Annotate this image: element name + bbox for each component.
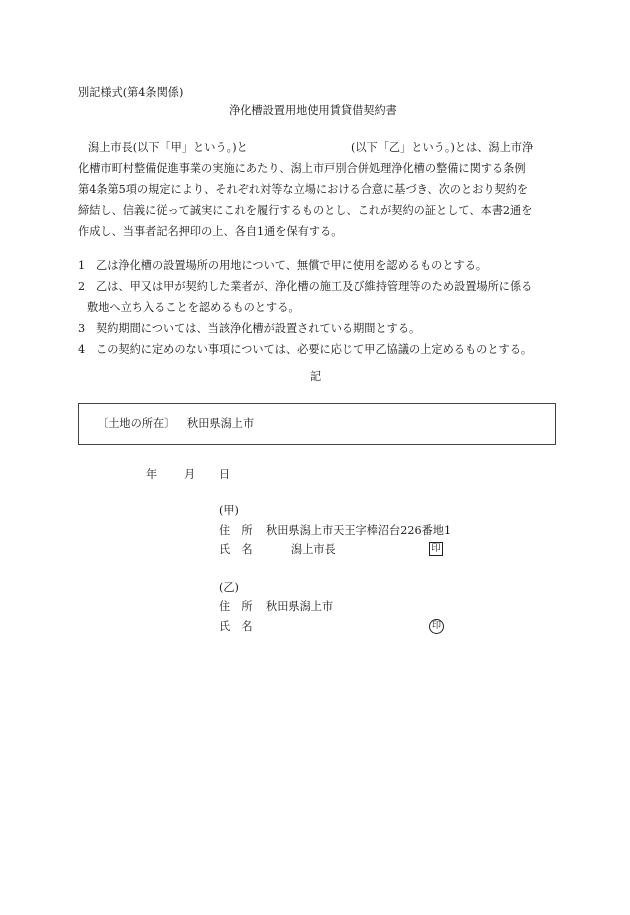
land-location-value: 秋田県潟上市: [187, 417, 255, 430]
clause-3-text: 契約期間については、当該浄化槽が設置されている期間とする。: [96, 322, 421, 335]
party-b-seal-mark: 印: [429, 619, 444, 634]
date-year: 年: [146, 468, 158, 481]
date-day: 日: [219, 468, 231, 481]
party-b-heading: (乙): [219, 581, 239, 594]
ki-heading: 記: [310, 370, 322, 383]
party-a-address-label: 住 所: [219, 524, 253, 537]
clause-2-number: 2: [78, 280, 86, 293]
party-b-address-label: 住 所: [219, 600, 253, 613]
clause-2-text: 乙は、甲又は甲が契約した業者が、浄化槽の施工及び維持管理等のため設置場所に係る: [96, 280, 533, 293]
intro-line-4: 締結し、信義に従って誠実にこれを履行するものとし、これが契約の証として、本書2通を: [78, 204, 533, 217]
intro-line-1b: (以下「乙」という。)とは、潟上市浄: [351, 141, 534, 154]
land-location-box: [78, 403, 556, 445]
date-month: 月: [184, 468, 196, 481]
party-a-address-value: 秋田県潟上市天王字棒沼台226番地1: [266, 524, 452, 537]
form-label: 別記様式(第4条関係): [78, 86, 184, 99]
intro-line-1a: 潟上市長(以下「甲」という。)と: [88, 141, 248, 154]
clause-4-text: この契約に定めのない事項については、必要に応じて甲乙協議の上定めるものとする。: [96, 343, 533, 356]
party-b-name-label: 氏 名: [219, 620, 253, 633]
clause-3-number: 3: [78, 322, 86, 335]
document-title: 浄化槽設置用地使用賃貸借契約書: [229, 104, 397, 117]
party-a-seal-mark: 印: [429, 542, 443, 556]
clause-4-number: 4: [78, 343, 86, 356]
land-location-label: 〔土地の所在〕: [97, 417, 176, 430]
clause-2-continuation: 敷地へ立ち入ることを認めるものとする。: [87, 301, 300, 314]
intro-line-5: 作成し、当事者記名押印の上、各自1通を保有する。: [78, 225, 343, 238]
intro-line-2: 化槽市町村整備促進事業の実施にあたり、潟上市戸別合併処理浄化槽の整備に関する条例: [78, 162, 526, 175]
party-b-address-value: 秋田県潟上市: [266, 600, 334, 613]
party-a-name-label: 氏 名: [219, 543, 253, 556]
party-a-name-value: 潟上市長: [291, 543, 336, 556]
party-a-heading: (甲): [219, 504, 239, 517]
clause-1-text: 乙は浄化槽の設置場所の用地について、無償で甲に使用を認めるものとする。: [96, 259, 488, 272]
clause-1-number: 1: [78, 259, 86, 272]
intro-line-3: 第4条第5項の規定により、それぞれ対等な立場における合意に基づき、次のとおり契約を: [78, 183, 529, 196]
